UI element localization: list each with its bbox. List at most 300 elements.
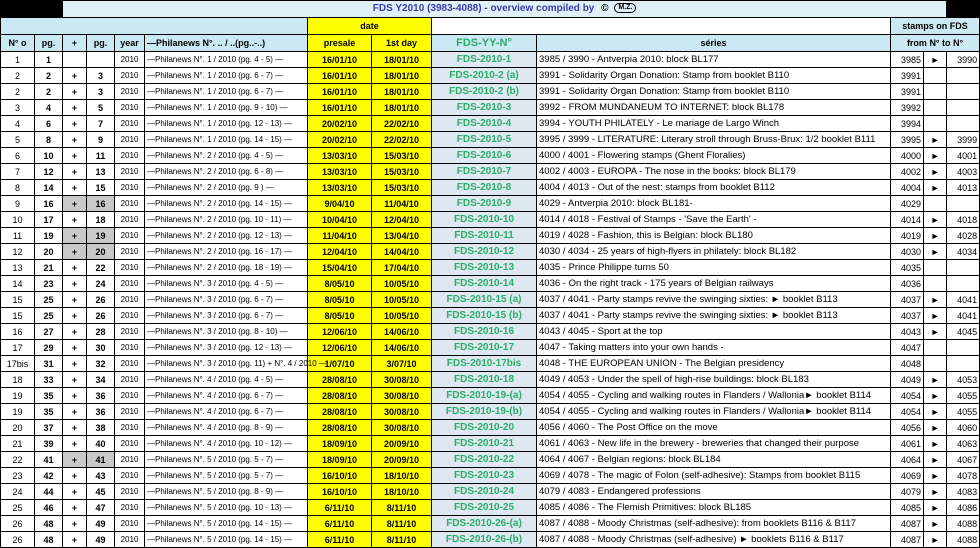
- row-series: 4049 / 4053 - Under the spell of high-rise buildings: block BL183: [537, 372, 891, 388]
- row-page: 23: [35, 276, 63, 292]
- row-arrow: ►: [924, 164, 947, 180]
- row-firstday-date: 18/10/10: [372, 484, 432, 500]
- row-from-number: 4056: [891, 420, 924, 436]
- row-arrow: [924, 68, 947, 84]
- table-row: [1, 228, 980, 244]
- col-firstday-header: 1st day: [372, 35, 432, 52]
- row-number: 8: [1, 180, 35, 196]
- row-arrow: ►: [924, 532, 947, 548]
- table-row: [1, 372, 980, 388]
- row-arrow: ►: [924, 324, 947, 340]
- row-from-number: 4049: [891, 372, 924, 388]
- row-from-number: 4035: [891, 260, 924, 276]
- row-plus: +: [63, 116, 87, 132]
- col-presale-header: presale: [308, 35, 372, 52]
- row-arrow: ►: [924, 148, 947, 164]
- row-philanews: —Philanews N°. 4 / 2010 (pg. 8 - 9) —: [145, 420, 308, 436]
- row-page2: 36: [87, 404, 115, 420]
- row-page2: 22: [87, 260, 115, 276]
- row-firstday-date: 18/01/10: [372, 100, 432, 116]
- row-year: 2010: [115, 260, 145, 276]
- row-philanews: —Philanews N°. 5 / 2010 (pg. 10 - 13) —: [145, 500, 308, 516]
- table-row: [1, 180, 980, 196]
- row-year: 2010: [115, 420, 145, 436]
- row-presale-date: 28/08/10: [308, 404, 372, 420]
- row-presale-date: 8/05/10: [308, 292, 372, 308]
- row-page2: 49: [87, 516, 115, 532]
- row-page: 17: [35, 212, 63, 228]
- group-header-row: [1, 18, 980, 35]
- row-presale-date: 1/07/10: [308, 356, 372, 372]
- row-number: 26: [1, 516, 35, 532]
- row-to-number: 3999: [947, 132, 980, 148]
- row-firstday-date: 17/04/10: [372, 260, 432, 276]
- row-fds-code: FDS-2010-20: [432, 420, 537, 436]
- row-fds-code: FDS-2010-16: [432, 324, 537, 340]
- row-philanews: —Philanews N°. 2 / 2010 (pg. 14 - 15) —: [145, 196, 308, 212]
- row-plus: +: [63, 68, 87, 84]
- row-from-number: 3992: [891, 100, 924, 116]
- row-year: 2010: [115, 372, 145, 388]
- row-from-number: 4029: [891, 196, 924, 212]
- row-from-number: 3994: [891, 116, 924, 132]
- row-fds-code: FDS-2010-5: [432, 132, 537, 148]
- row-to-number: [947, 100, 980, 116]
- row-year: 2010: [115, 356, 145, 372]
- row-number: 25: [1, 500, 35, 516]
- row-page: 46: [35, 500, 63, 516]
- row-year: 2010: [115, 308, 145, 324]
- row-firstday-date: 18/10/10: [372, 468, 432, 484]
- row-fds-code: FDS-2010-7: [432, 164, 537, 180]
- row-firstday-date: 30/08/10: [372, 420, 432, 436]
- row-from-number: 4004: [891, 180, 924, 196]
- row-year: 2010: [115, 52, 145, 68]
- row-philanews: —Philanews N°. 2 / 2010 (pg. 6 - 8) —: [145, 164, 308, 180]
- row-page2: 13: [87, 164, 115, 180]
- row-plus: +: [63, 100, 87, 116]
- row-page2: 40: [87, 436, 115, 452]
- row-series: 4069 / 4078 - The magic of Folon (self-adhesive): Stamps from booklet B115: [537, 468, 891, 484]
- row-page2: 16: [87, 196, 115, 212]
- row-page: 6: [35, 116, 63, 132]
- row-series: 4054 / 4055 - Cycling and walking routes in Flanders / Wallonia► booklet B114: [537, 388, 891, 404]
- row-arrow: ►: [924, 52, 947, 68]
- row-page2: 3: [87, 68, 115, 84]
- row-philanews: —Philanews N°. 5 / 2010 (pg. 14 - 15) —: [145, 516, 308, 532]
- row-presale-date: 9/04/10: [308, 196, 372, 212]
- row-philanews: —Philanews N°. 1 / 2010 (pg. 4 - 5) —: [145, 52, 308, 68]
- row-year: 2010: [115, 468, 145, 484]
- row-page2: 43: [87, 468, 115, 484]
- row-series: 4085 / 4086 - The Flemish Primitives: block BL185: [537, 500, 891, 516]
- row-arrow: ►: [924, 500, 947, 516]
- row-presale-date: 16/01/10: [308, 84, 372, 100]
- row-plus: +: [63, 372, 87, 388]
- table-body: [1, 52, 980, 548]
- row-series: 3992 - FROM MUNDANEUM TO INTERNET: block BL178: [537, 100, 891, 116]
- row-arrow: [924, 196, 947, 212]
- row-number: 15: [1, 292, 35, 308]
- row-to-number: [947, 68, 980, 84]
- row-page2: 5: [87, 100, 115, 116]
- row-presale-date: 16/10/10: [308, 468, 372, 484]
- row-to-number: 4053: [947, 372, 980, 388]
- row-number: 9: [1, 196, 35, 212]
- row-arrow: ►: [924, 212, 947, 228]
- row-presale-date: 16/01/10: [308, 52, 372, 68]
- row-from-number: 4014: [891, 212, 924, 228]
- row-number: 19: [1, 404, 35, 420]
- table-row: [1, 516, 980, 532]
- row-plus: +: [63, 484, 87, 500]
- row-philanews: —Philanews N°. 3 / 2010 (pg. 4 - 5) —: [145, 276, 308, 292]
- corner-cell: [1, 1, 63, 18]
- row-plus: +: [63, 404, 87, 420]
- row-series: 4019 / 4028 - Fashion, this is Belgian: block BL180: [537, 228, 891, 244]
- row-to-number: 4060: [947, 420, 980, 436]
- row-presale-date: 16/01/10: [308, 100, 372, 116]
- row-series: 4079 / 4083 - Endangered professions: [537, 484, 891, 500]
- row-philanews: —Philanews N°. 1 / 2010 (pg. 6 - 7) —: [145, 84, 308, 100]
- row-year: 2010: [115, 500, 145, 516]
- row-philanews: —Philanews N°. 3 / 2010 (pg. 8 - 10) —: [145, 324, 308, 340]
- row-firstday-date: 30/08/10: [372, 388, 432, 404]
- table-row: [1, 404, 980, 420]
- row-page2: [87, 52, 115, 68]
- row-number: 2: [1, 84, 35, 100]
- row-arrow: ►: [924, 372, 947, 388]
- row-page: 42: [35, 468, 63, 484]
- row-page2: 34: [87, 372, 115, 388]
- row-page: 19: [35, 228, 63, 244]
- row-year: 2010: [115, 132, 145, 148]
- row-philanews: —Philanews N°. 2 / 2010 (pg. 12 - 13) —: [145, 228, 308, 244]
- row-to-number: 4086: [947, 500, 980, 516]
- row-firstday-date: 18/01/10: [372, 52, 432, 68]
- row-page: 2: [35, 84, 63, 100]
- row-from-number: 4064: [891, 452, 924, 468]
- row-to-number: [947, 356, 980, 372]
- row-firstday-date: 22/02/10: [372, 132, 432, 148]
- row-arrow: ►: [924, 228, 947, 244]
- row-to-number: 4018: [947, 212, 980, 228]
- row-year: 2010: [115, 276, 145, 292]
- row-arrow: [924, 260, 947, 276]
- row-year: 2010: [115, 388, 145, 404]
- row-to-number: 4001: [947, 148, 980, 164]
- row-presale-date: 16/10/10: [308, 484, 372, 500]
- row-page2: 38: [87, 420, 115, 436]
- row-series: 3991 - Solidarity Organ Donation: Stamp from booklet B110: [537, 68, 891, 84]
- row-year: 2010: [115, 404, 145, 420]
- row-presale-date: 28/08/10: [308, 372, 372, 388]
- row-year: 2010: [115, 180, 145, 196]
- table-row: [1, 532, 980, 548]
- row-presale-date: 16/01/10: [308, 68, 372, 84]
- corner-cell-right: [947, 1, 980, 18]
- row-fds-code: FDS-2010-1: [432, 52, 537, 68]
- row-firstday-date: 10/05/10: [372, 276, 432, 292]
- row-year: 2010: [115, 436, 145, 452]
- row-arrow: ►: [924, 436, 947, 452]
- row-number: 26: [1, 532, 35, 548]
- row-presale-date: 8/05/10: [308, 308, 372, 324]
- row-firstday-date: 13/04/10: [372, 228, 432, 244]
- row-to-number: 4034: [947, 244, 980, 260]
- row-presale-date: 8/05/10: [308, 276, 372, 292]
- row-arrow: ►: [924, 452, 947, 468]
- row-page: 2: [35, 68, 63, 84]
- row-page2: 24: [87, 276, 115, 292]
- row-firstday-date: 8/11/10: [372, 500, 432, 516]
- row-year: 2010: [115, 148, 145, 164]
- row-to-number: [947, 116, 980, 132]
- table-row: [1, 340, 980, 356]
- row-page: 35: [35, 404, 63, 420]
- row-from-number: 4030: [891, 244, 924, 260]
- row-fds-code: FDS-2010-12: [432, 244, 537, 260]
- row-philanews: —Philanews N°. 4 / 2010 (pg. 6 - 7) —: [145, 388, 308, 404]
- title-row: [1, 1, 980, 18]
- table-row: [1, 324, 980, 340]
- row-fds-code: FDS-2010-18: [432, 372, 537, 388]
- row-plus: +: [63, 388, 87, 404]
- author-logo: M.Z.: [614, 3, 636, 13]
- row-plus: +: [63, 132, 87, 148]
- row-presale-date: 18/09/10: [308, 436, 372, 452]
- row-page: 35: [35, 388, 63, 404]
- row-philanews: —Philanews N°. 1 / 2010 (pg. 9 - 10) —: [145, 100, 308, 116]
- table-row: [1, 68, 980, 84]
- col-pg2-header: pg.: [87, 35, 115, 52]
- col-year-header: year: [115, 35, 145, 52]
- row-plus: +: [63, 244, 87, 260]
- row-from-number: 4043: [891, 324, 924, 340]
- row-to-number: 4063: [947, 436, 980, 452]
- row-page: 41: [35, 452, 63, 468]
- row-arrow: ►: [924, 516, 947, 532]
- row-fds-code: FDS-2010-10: [432, 212, 537, 228]
- table-row: [1, 500, 980, 516]
- row-presale-date: 13/03/10: [308, 180, 372, 196]
- row-philanews: —Philanews N°. 5 / 2010 (pg. 8 - 9) —: [145, 484, 308, 500]
- row-philanews: —Philanews N°. 5 / 2010 (pg. 14 - 15) —: [145, 532, 308, 548]
- row-to-number: 4013: [947, 180, 980, 196]
- row-page: 31: [35, 356, 63, 372]
- row-page: 25: [35, 308, 63, 324]
- table-row: [1, 244, 980, 260]
- row-fds-code: FDS-2010-21: [432, 436, 537, 452]
- row-year: 2010: [115, 100, 145, 116]
- row-from-number: 3985: [891, 52, 924, 68]
- row-page: 33: [35, 372, 63, 388]
- row-firstday-date: 20/09/10: [372, 452, 432, 468]
- row-presale-date: 15/04/10: [308, 260, 372, 276]
- col-plus-header: +: [63, 35, 87, 52]
- row-from-number: 4000: [891, 148, 924, 164]
- table-row: [1, 388, 980, 404]
- row-plus: +: [63, 516, 87, 532]
- row-fds-code: FDS-2010-2 (a): [432, 68, 537, 84]
- row-fds-code: FDS-2010-15 (b): [432, 308, 537, 324]
- row-number: 13: [1, 260, 35, 276]
- row-presale-date: 10/04/10: [308, 212, 372, 228]
- row-presale-date: 28/08/10: [308, 388, 372, 404]
- row-to-number: 4078: [947, 468, 980, 484]
- row-series: 4014 / 4018 - Festival of Stamps - 'Save the Earth' -: [537, 212, 891, 228]
- row-philanews: —Philanews N°. 1 / 2010 (pg. 6 - 7) —: [145, 68, 308, 84]
- row-presale-date: 11/04/10: [308, 228, 372, 244]
- row-number: 23: [1, 468, 35, 484]
- row-series: 4037 / 4041 - Party stamps revive the swinging sixties: ► booklet B113: [537, 292, 891, 308]
- row-page2: 45: [87, 484, 115, 500]
- row-number: 4: [1, 116, 35, 132]
- row-series: 4054 / 4055 - Cycling and walking routes in Flanders / Wallonia► booklet B114: [537, 404, 891, 420]
- row-presale-date: 12/06/10: [308, 324, 372, 340]
- row-firstday-date: 11/04/10: [372, 196, 432, 212]
- row-presale-date: 12/06/10: [308, 340, 372, 356]
- overview-title: FDS Y2010 (3983-4088) - overview compiled by: [372, 3, 595, 14]
- row-page: 48: [35, 532, 63, 548]
- row-year: 2010: [115, 164, 145, 180]
- row-number: 22: [1, 452, 35, 468]
- row-from-number: 4047: [891, 340, 924, 356]
- table-row: [1, 276, 980, 292]
- table-row: [1, 164, 980, 180]
- row-series: 4002 / 4003 - EUROPA - The nose in the books: block BL179: [537, 164, 891, 180]
- table-row: [1, 132, 980, 148]
- row-page: 4: [35, 100, 63, 116]
- row-to-number: 4055: [947, 388, 980, 404]
- row-plus: +: [63, 260, 87, 276]
- row-number: 12: [1, 244, 35, 260]
- row-page2: 49: [87, 532, 115, 548]
- table-row: [1, 484, 980, 500]
- row-page: 39: [35, 436, 63, 452]
- banner-title: [63, 1, 947, 18]
- table-row: [1, 196, 980, 212]
- row-fds-code: FDS-2010-24: [432, 484, 537, 500]
- row-number: 20: [1, 420, 35, 436]
- row-firstday-date: 12/04/10: [372, 212, 432, 228]
- row-plus: +: [63, 500, 87, 516]
- row-philanews: —Philanews N°. 2 / 2010 (pg. 4 - 5) —: [145, 148, 308, 164]
- row-series: 4029 - Antverpia 2010: block BL181-: [537, 196, 891, 212]
- row-number: 17bis: [1, 356, 35, 372]
- row-firstday-date: 15/03/10: [372, 180, 432, 196]
- row-philanews: —Philanews N°. 2 / 2010 (pg. 16 - 17) —: [145, 244, 308, 260]
- row-page: 1: [35, 52, 63, 68]
- row-page: 16: [35, 196, 63, 212]
- row-year: 2010: [115, 84, 145, 100]
- row-year: 2010: [115, 244, 145, 260]
- row-plus: +: [63, 340, 87, 356]
- row-arrow: ►: [924, 180, 947, 196]
- row-arrow: [924, 100, 947, 116]
- row-firstday-date: 18/01/10: [372, 84, 432, 100]
- table-row: [1, 84, 980, 100]
- row-page2: 28: [87, 324, 115, 340]
- row-plus: +: [63, 148, 87, 164]
- row-number: 2: [1, 68, 35, 84]
- row-series: 4035 - Prince Philippe turns 50: [537, 260, 891, 276]
- row-from-number: 4087: [891, 516, 924, 532]
- table-row: [1, 292, 980, 308]
- row-year: 2010: [115, 452, 145, 468]
- row-arrow: ►: [924, 388, 947, 404]
- row-fds-code: FDS-2010-3: [432, 100, 537, 116]
- row-number: 14: [1, 276, 35, 292]
- row-fds-code: FDS-2010-25: [432, 500, 537, 516]
- row-fds-code: FDS-2010-22: [432, 452, 537, 468]
- row-firstday-date: 30/08/10: [372, 372, 432, 388]
- row-page: 37: [35, 420, 63, 436]
- row-year: 2010: [115, 116, 145, 132]
- row-arrow: ►: [924, 292, 947, 308]
- row-firstday-date: 20/09/10: [372, 436, 432, 452]
- row-from-number: 4037: [891, 292, 924, 308]
- row-plus: +: [63, 196, 87, 212]
- table-row: [1, 52, 980, 68]
- row-number: 1: [1, 52, 35, 68]
- row-presale-date: 13/03/10: [308, 164, 372, 180]
- row-page2: 7: [87, 116, 115, 132]
- table-row: [1, 452, 980, 468]
- row-year: 2010: [115, 228, 145, 244]
- row-fds-code: FDS-2010-9: [432, 196, 537, 212]
- row-from-number: 3991: [891, 68, 924, 84]
- row-number: 21: [1, 436, 35, 452]
- row-series: 3995 / 3999 - LITERATURE: Literary stroll through Bruss-Brux: 1/2 booklet B111: [537, 132, 891, 148]
- row-to-number: [947, 196, 980, 212]
- row-fds-code: FDS-2010-14: [432, 276, 537, 292]
- row-series: 4000 / 4001 - Flowering stamps (Ghent Floralies): [537, 148, 891, 164]
- row-number: 5: [1, 132, 35, 148]
- row-firstday-date: 10/05/10: [372, 292, 432, 308]
- row-plus: +: [63, 228, 87, 244]
- row-to-number: 4041: [947, 292, 980, 308]
- row-fds-code: FDS-2010-23: [432, 468, 537, 484]
- row-page: 29: [35, 340, 63, 356]
- row-arrow: ►: [924, 132, 947, 148]
- row-arrow: ►: [924, 484, 947, 500]
- row-page2: 20: [87, 244, 115, 260]
- col-series-header: séries: [537, 35, 891, 52]
- row-page2: 11: [87, 148, 115, 164]
- row-philanews: —Philanews N°. 1 / 2010 (pg. 14 - 15) —: [145, 132, 308, 148]
- row-presale-date: 6/11/10: [308, 516, 372, 532]
- row-to-number: 4041: [947, 308, 980, 324]
- row-from-number: 4069: [891, 468, 924, 484]
- row-to-number: 4083: [947, 484, 980, 500]
- row-firstday-date: 14/04/10: [372, 244, 432, 260]
- row-to-number: [947, 276, 980, 292]
- row-to-number: 3990: [947, 52, 980, 68]
- row-series: 4030 / 4034 - 25 years of high-flyers in philately: block BL182: [537, 244, 891, 260]
- row-to-number: [947, 84, 980, 100]
- row-philanews: —Philanews N°. 5 / 2010 (pg. 5 - 7) —: [145, 468, 308, 484]
- row-philanews: —Philanews N°. 2 / 2010 (pg. 18 - 19) —: [145, 260, 308, 276]
- table-row: [1, 116, 980, 132]
- row-plus: +: [63, 276, 87, 292]
- column-header-row: [1, 35, 980, 52]
- row-arrow: ►: [924, 308, 947, 324]
- row-philanews: —Philanews N°. 2 / 2010 (pg. 9 ) —: [145, 180, 308, 196]
- row-page: 27: [35, 324, 63, 340]
- row-year: 2010: [115, 212, 145, 228]
- row-to-number: 4045: [947, 324, 980, 340]
